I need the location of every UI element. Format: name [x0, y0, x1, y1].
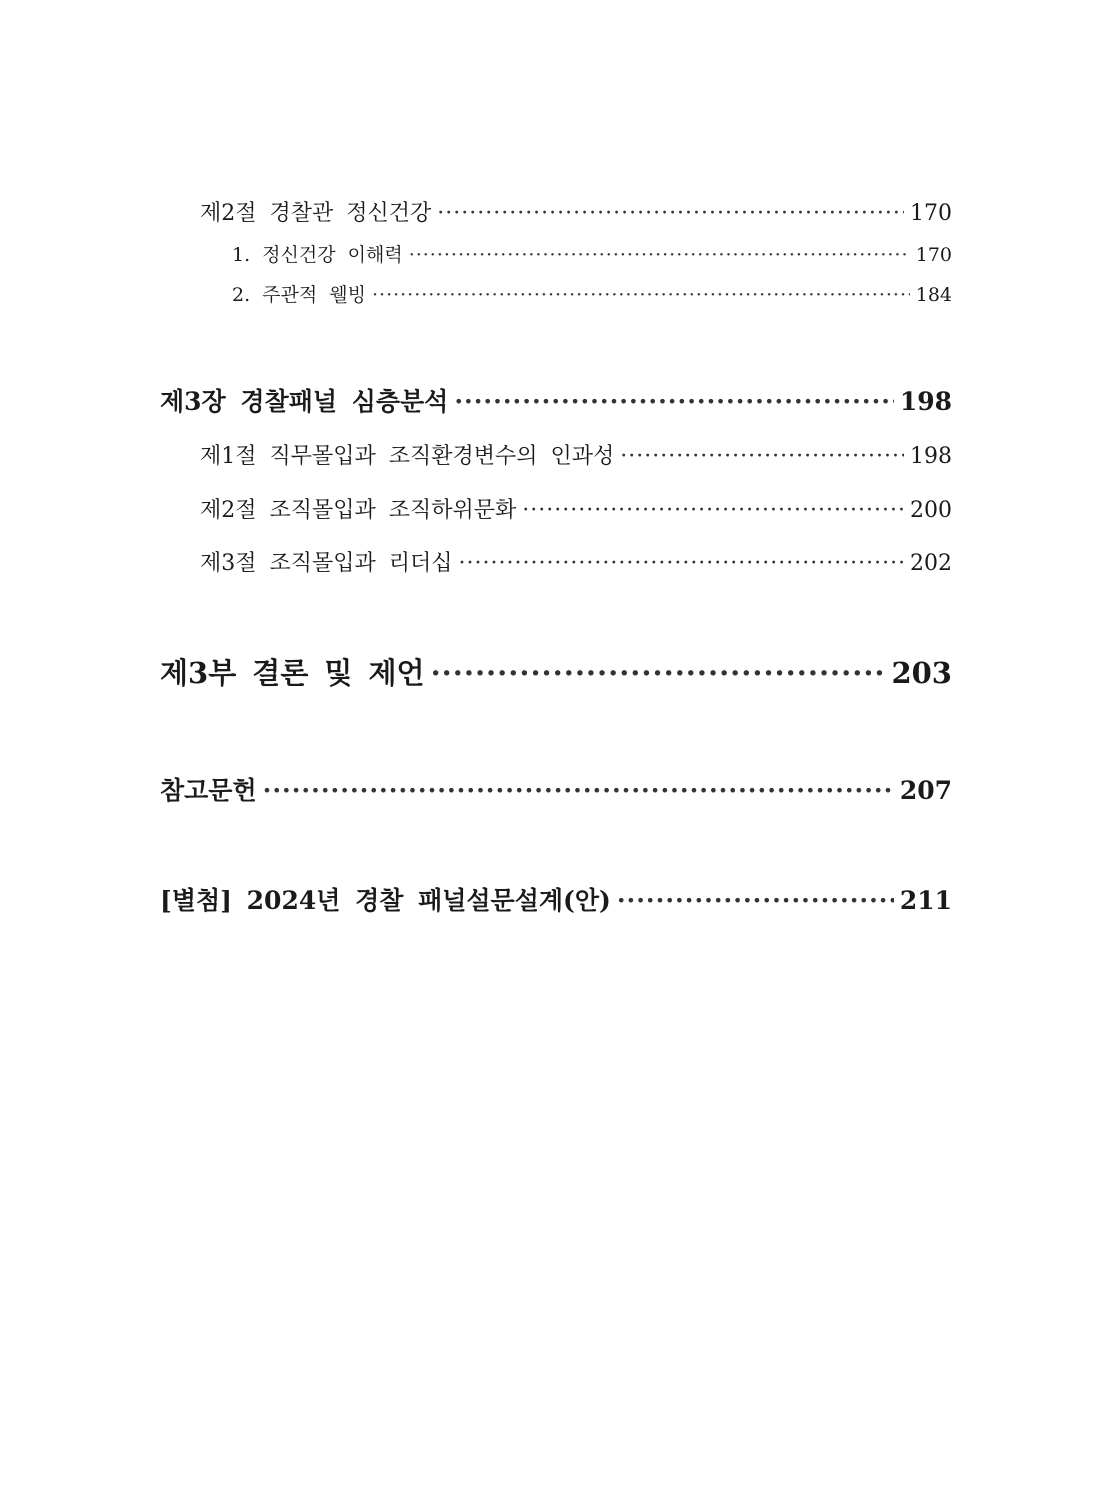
dot-leader	[522, 498, 904, 523]
toc-entry-page: 207	[899, 776, 952, 805]
toc-entry-item-2	[232, 280, 952, 307]
toc-entry-title: 제3부 결론 및 제언	[160, 656, 425, 690]
dot-leader	[454, 387, 894, 416]
toc-entry-part-3	[160, 651, 952, 692]
dot-leader	[459, 551, 904, 576]
toc-entry-title: 제2절 경찰관 정신건강	[200, 201, 432, 226]
dot-leader	[620, 444, 904, 469]
toc-entry-section-2-2	[200, 196, 952, 227]
toc-entry-title: 제3절 조직몰입과 리더십	[200, 551, 453, 576]
toc-entry-page: 202	[910, 551, 952, 576]
toc-entry-page: 211	[899, 886, 952, 915]
dot-leader	[617, 886, 894, 915]
toc-entry-page: 200	[910, 498, 952, 523]
toc-entry-page: 198	[899, 387, 952, 416]
toc-entry-references	[160, 771, 952, 807]
toc-entry-title: 제1절 직무몰입과 조직환경변수의 인과성	[200, 444, 615, 469]
toc-entry-page: 170	[910, 201, 952, 226]
dot-leader	[409, 244, 910, 266]
toc-entry-title: 2. 주관적 웰빙	[232, 284, 366, 306]
dot-leader	[263, 776, 894, 805]
toc-entry-title: [별첨] 2024년 경찰 패널설문설계(안)	[160, 886, 611, 915]
toc-entry-page: 170	[915, 244, 952, 266]
toc-entry-section-3-3	[200, 546, 952, 577]
toc-entry-appendix	[160, 881, 952, 917]
toc-entry-title: 제2절 조직몰입과 조직하위문화	[200, 498, 517, 523]
toc-entry-title: 참고문헌	[160, 776, 257, 805]
toc-entry-title: 제3장 경찰패널 심층분석	[160, 387, 449, 416]
toc-entry-page: 198	[910, 444, 952, 469]
toc-entry-section-3-2	[200, 493, 952, 524]
dot-leader	[431, 656, 886, 690]
toc-entry-item-1	[232, 240, 952, 267]
dot-leader	[372, 284, 910, 306]
toc-entry-title: 1. 정신건강 이해력	[232, 244, 403, 266]
dot-leader	[437, 201, 904, 226]
toc-entry-section-3-1	[200, 439, 952, 470]
toc-entry-page: 184	[915, 284, 952, 306]
toc-entry-page: 203	[891, 656, 952, 690]
toc-entry-chapter-3	[160, 382, 952, 418]
